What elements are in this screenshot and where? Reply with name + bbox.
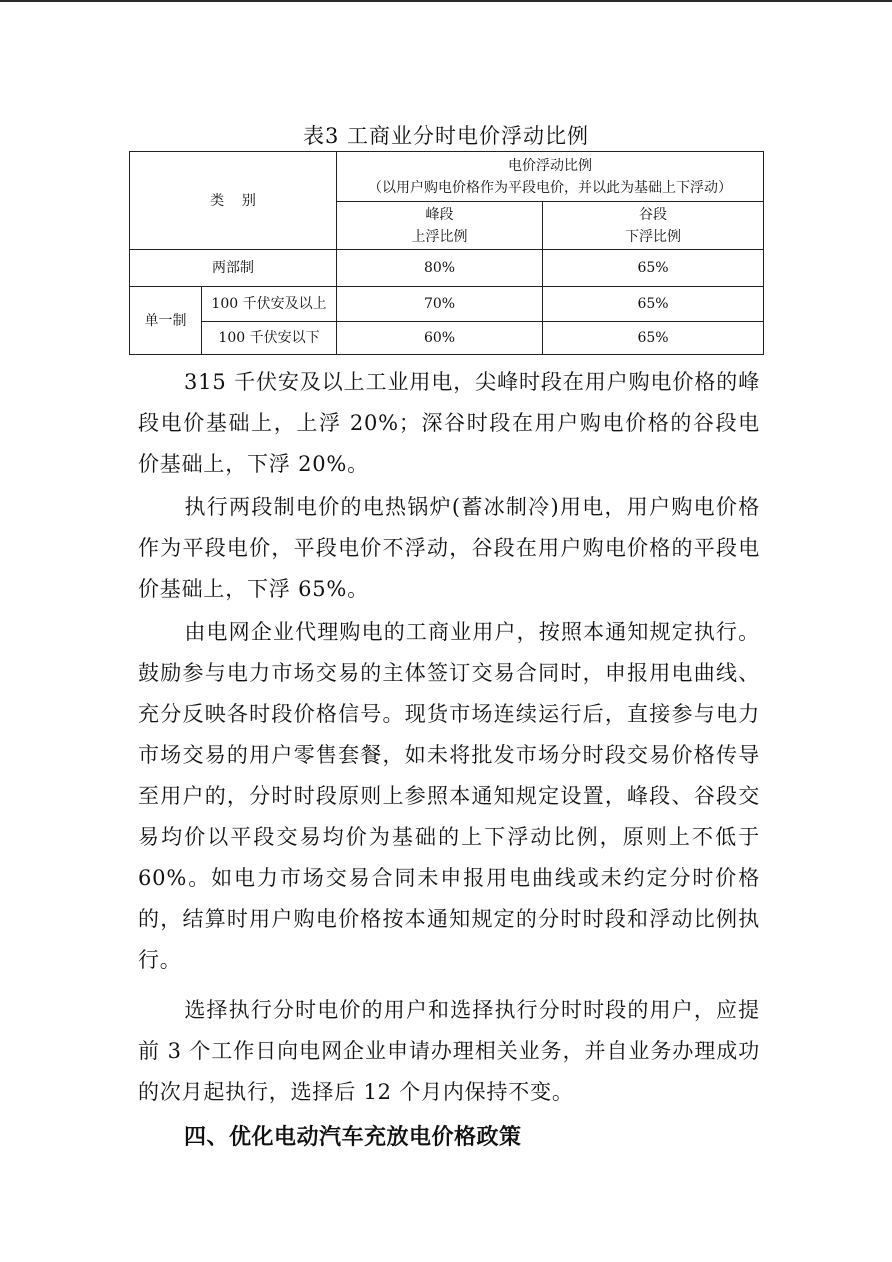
- row-label: 100 千伏安以下: [202, 322, 337, 355]
- row-peak-value: 80%: [337, 250, 543, 287]
- paragraph-selection: [138, 990, 760, 1113]
- paragraph-boiler: [138, 487, 760, 610]
- table-row: [130, 250, 764, 287]
- row-label: 两部制: [130, 250, 337, 287]
- header-peak: [337, 202, 543, 250]
- paragraph-grid-agency: [138, 612, 760, 981]
- header-peak-title: 峰段: [425, 206, 454, 223]
- row-valley-value: 65%: [543, 287, 764, 322]
- paragraph-text: 由电网企业代理购电的工商业用户，按照本通知规定执行。鼓励参与电力市场交易的主体签订交易合同时，申报用电曲线、充分反映各时段价格信号。现货市场连续运行后，直接参与电力市场交易的用户零售套餐，如未将批发市场分时段交易价格传导至用户的，分时时段原则上参照本通知规定设置，峰段、谷段交易均价以平段交易均价为基础的上下浮动比例，原则上不低于 60%。如电力市场交易合同未申报用电曲线或未约定分时价格的，结算时用户购电价格按本通知规定的分时时段和浮动比例执行。: [138, 620, 760, 972]
- paragraph-text: 选择执行分时电价的用户和选择执行分时时段的用户，应提前 3 个工作日向电网企业申请办理相关业务，并自业务办理成功的次月起执行，选择后 12 个月内保持不变。: [138, 998, 760, 1104]
- table-caption: 表3 工商业分时电价浮动比例: [302, 124, 590, 148]
- page-top-border: [0, 0, 892, 2]
- paragraph-text: 315 千伏安及以上工业用电，尖峰时段在用户购电价格的峰段电价基础上，上浮 20%；深谷时段在用户购电价格的谷段电价基础上，下浮 20%。: [138, 370, 760, 476]
- row-peak-value: 70%: [337, 287, 543, 322]
- table-row: [130, 287, 764, 322]
- header-float-ratio-note: （以用户购电价格作为平段电价，并以此为基础上下浮动）: [368, 179, 732, 196]
- header-category: 类 别: [130, 152, 337, 250]
- header-valley-subtitle: 下浮比例: [625, 228, 681, 245]
- row-label: 100 千伏安及以上: [202, 287, 337, 322]
- section-heading: 四、优化电动汽车充放电价格政策: [184, 1125, 522, 1150]
- header-valley: [543, 202, 764, 250]
- header-float-ratio: [337, 152, 764, 202]
- header-float-ratio-title: 电价浮动比例: [508, 157, 592, 174]
- paragraph-peak-valley: [138, 362, 760, 485]
- row-peak-value: 60%: [337, 322, 543, 355]
- header-valley-title: 谷段: [639, 206, 667, 223]
- row-valley-value: 65%: [543, 250, 764, 287]
- table-row: [130, 322, 764, 355]
- row-valley-value: 65%: [543, 322, 764, 355]
- table-header-row: [130, 152, 764, 202]
- paragraph-text: 执行两段制电价的电热锅炉(蓄冰制冷)用电，用户购电价格作为平段电价，平段电价不浮动，谷段在用户购电价格的平段电价基础上，下浮 65%。: [138, 495, 760, 601]
- rate-table: [129, 151, 764, 355]
- row-group-label: 单一制: [130, 287, 202, 355]
- header-peak-subtitle: 上浮比例: [411, 228, 468, 245]
